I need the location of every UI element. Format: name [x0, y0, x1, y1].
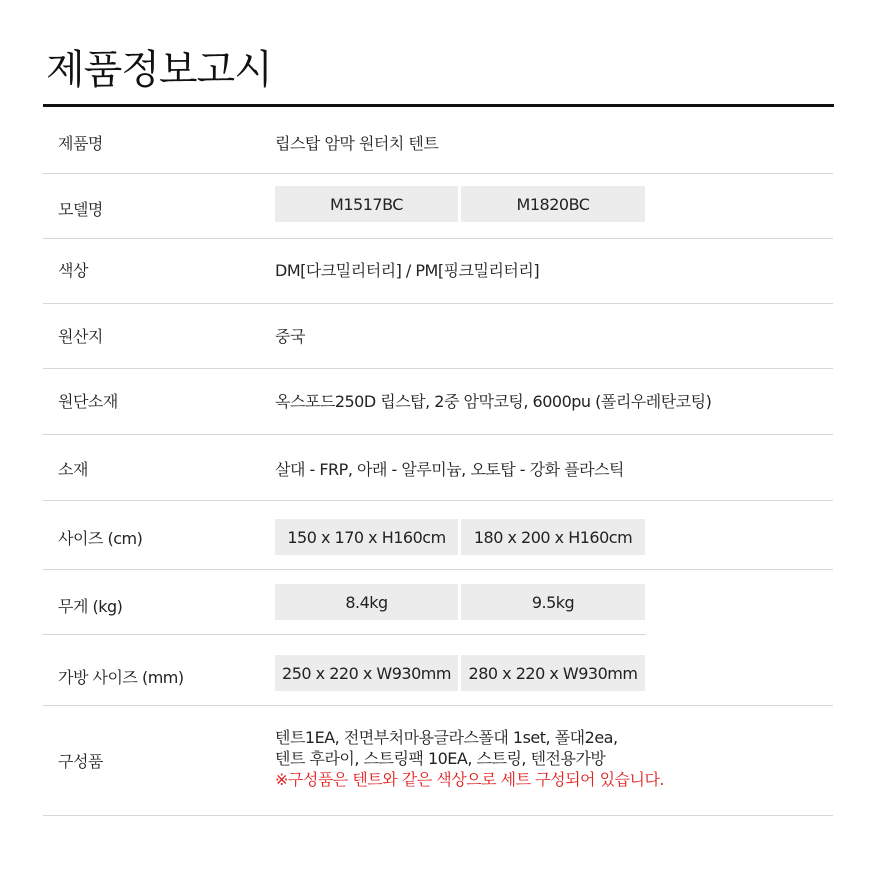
row-label: 구성품	[58, 752, 103, 771]
weight-cell-1: 8.4kg	[275, 584, 458, 620]
row-components	[43, 705, 833, 816]
row-label: 사이즈 (cm)	[58, 529, 143, 548]
row-label: 소재	[58, 460, 88, 479]
row-value: 옥스포드250D 립스탑, 2중 암막코팅, 6000pu (폴리우레탄코팅)	[275, 392, 712, 411]
row-label: 무게 (kg)	[58, 597, 123, 616]
row-value: 살대 - FRP, 아래 - 알루미늄, 오토탑 - 강화 플라스틱	[275, 460, 624, 479]
row-color	[43, 238, 833, 304]
components-line-2: 텐트 후라이, 스트링팩 10EA, 스트링, 텐전용가방	[275, 749, 606, 768]
weight-cell-2: 9.5kg	[461, 584, 645, 620]
row-fabric	[43, 368, 833, 435]
row-label: 제품명	[58, 134, 103, 153]
model-cell-1: M1517BC	[275, 186, 458, 222]
bag-size-cell-2: 280 x 220 x W930mm	[461, 655, 645, 691]
row-value: 립스탑 암막 원터치 텐트	[275, 134, 439, 153]
row-origin	[43, 303, 833, 369]
row-label: 원단소재	[58, 392, 118, 411]
row-model	[43, 173, 833, 239]
row-product-name	[43, 107, 833, 174]
components-note: ※구성품은 텐트와 같은 색상으로 세트 구성되어 있습니다.	[275, 770, 664, 789]
components-list	[275, 727, 664, 790]
row-material	[43, 434, 833, 501]
size-cell-1: 150 x 170 x H160cm	[275, 519, 458, 555]
row-bag-size	[43, 635, 833, 706]
row-value: 중국	[275, 327, 305, 346]
row-weight	[43, 569, 833, 635]
size-cell-2: 180 x 200 x H160cm	[461, 519, 645, 555]
components-line-1: 텐트1EA, 전면부처마용글라스폴대 1set, 폴대2ea,	[275, 728, 618, 747]
page-title: 제품정보고시	[46, 47, 272, 93]
row-size	[43, 500, 833, 570]
row-label: 색상	[58, 261, 88, 280]
row-label: 모델명	[58, 200, 103, 219]
row-value: DM[다크밀리터리] / PM[핑크밀리터리]	[275, 261, 540, 280]
row-label: 원산지	[58, 327, 103, 346]
bag-size-cell-1: 250 x 220 x W930mm	[275, 655, 458, 691]
row-label: 가방 사이즈 (mm)	[58, 668, 184, 687]
model-cell-2: M1820BC	[461, 186, 645, 222]
